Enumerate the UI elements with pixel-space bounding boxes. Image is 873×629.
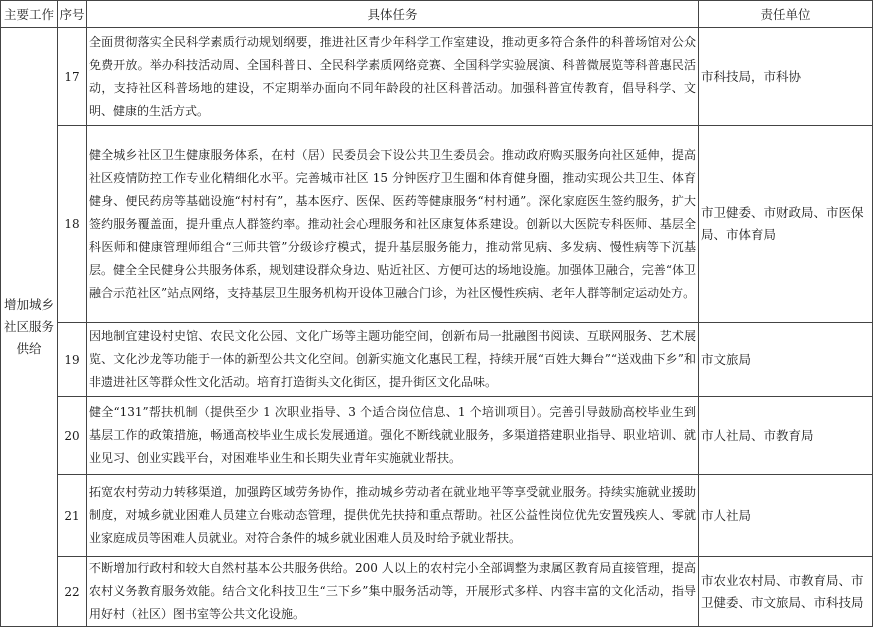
task-cell bbox=[87, 475, 699, 557]
task-text: 健全“131”帮扶机制（提供至少 1 次职业指导、3 个适合岗位信息、1 个培训项目）。完善引导鼓励高校毕业生到基层工作的政策措施，畅通高校毕业生成长发展通道。强化不断线就业服务，多渠道搭建职业指导、职业培训、就业见习、创业实践平台，对困难毕业生和长期失业青年实施就业帮扶。 bbox=[89, 405, 696, 465]
seq-cell: 19 bbox=[58, 323, 87, 397]
unit-cell: 市科技局，市科协 bbox=[699, 28, 873, 126]
task-cell bbox=[87, 557, 699, 627]
unit-cell: 市农业农村局、市教育局、市卫健委、市文旅局、市科技局 bbox=[699, 557, 873, 627]
task-text: 不断增加行政村和较大自然村基本公共服务供给。200 人以上的农村完小全部调整为隶属区教育局直接管理，提高农村义务教育服务效能。结合文化科技卫生“三下乡”集中服务活动等，开展形式多样、内容丰富的文化活动，指导用好村（社区）图书室等公共文化设施。 bbox=[89, 561, 696, 621]
seq-cell: 17 bbox=[58, 28, 87, 126]
table-row bbox=[1, 126, 873, 323]
task-text: 全面贯彻落实全民科学素质行动规划纲要，推进社区青少年科学工作室建设，推动更多符合条件的科普场馆对公众免费开放。举办科技活动周、全国科普日、全民科学素质网络竞赛、全国科学实验展演、科普微展览等科普惠民活动，支持社区科普场地的建设，不定期举办面向不同年龄段的社区科普活动。加强科普宣传教育，倡导科学、文明、健康的生活方式。 bbox=[89, 34, 696, 118]
unit-cell: 市文旅局 bbox=[699, 323, 873, 397]
table-header-row bbox=[1, 1, 873, 28]
task-cell bbox=[87, 323, 699, 397]
unit-cell: 市人社局、市教育局 bbox=[699, 397, 873, 475]
seq-cell: 18 bbox=[58, 126, 87, 323]
header-unit: 责任单位 bbox=[699, 1, 873, 28]
main-work-label: 增加城乡社区服务供给 bbox=[3, 297, 54, 356]
header-main-work: 主要工作 bbox=[1, 1, 58, 28]
header-seq: 序号 bbox=[58, 1, 87, 28]
unit-cell: 市人社局 bbox=[699, 475, 873, 557]
task-cell bbox=[87, 28, 699, 126]
task-text: 因地制宜建设村史馆、农民文化公园、文化广场等主题功能空间，创新布局一批融图书阅读、互联网服务、艺术展览、文化沙龙等功能于一体的新型公共文化空间。创新实施文化惠民工程，持续开展“百姓大舞台”“送戏曲下乡”和非遗进社区等群众性文化活动。培育打造街头文化街区，提升街区文化品味。 bbox=[89, 329, 696, 389]
task-text: 拓宽农村劳动力转移渠道，加强跨区域劳务协作，推动城乡劳动者在就业地平等享受就业服务。持续实施就业援助制度，对城乡就业困难人员建立台账动态管理，提供优先扶持和重点帮助。社区公益性岗位优先安置残疾人、零就业家庭成员等困难人员就业。对符合条件的城乡就业困难人员及时给予就业帮扶。 bbox=[89, 485, 696, 545]
seq-cell: 20 bbox=[58, 397, 87, 475]
table-row bbox=[1, 323, 873, 397]
unit-cell: 市卫健委、市财政局、市医保局、市体育局 bbox=[699, 126, 873, 323]
main-work-cell bbox=[1, 28, 58, 627]
table-row bbox=[1, 557, 873, 627]
task-text: 健全城乡社区卫生健康服务体系，在村（居）民委员会下设公共卫生委员会。推动政府购买服务向社区延伸，提高社区疫情防控工作专业化精细化水平。完善城市社区 15 分钟医疗卫生圈和体育健身圈，推动实现公共卫生、体育健身、便民药房等基础设施“村村有”，基本医疗、医保、医药等健康服务“村村通”。深化家庭医生签约服务，扩大签约服务覆盖面，提升重点人群签约率。推动社会心理服务和社区康复体系建设。创新以大医院专科医师、基层全科医师和健康管理师组合“三师共管”分级诊疗模式，提升基层服务能力，推动常见病、多发病、慢性病等下沉基层。健全全民健身公共服务体系，规划建设群众身边、贴近社区、方便可达的场地设施。加强体卫融合，完善“体卫融合示范社区”站点网络，支持基层卫生服务机构开设体卫融合门诊，为社区慢性疾病、老年人群等制定运动处方。 bbox=[89, 147, 696, 300]
seq-cell: 22 bbox=[58, 557, 87, 627]
seq-cell: 21 bbox=[58, 475, 87, 557]
table-row bbox=[1, 475, 873, 557]
table-row bbox=[1, 397, 873, 475]
task-cell bbox=[87, 397, 699, 475]
task-cell bbox=[87, 126, 699, 323]
table-row bbox=[1, 28, 873, 126]
header-task: 具体任务 bbox=[87, 1, 699, 28]
